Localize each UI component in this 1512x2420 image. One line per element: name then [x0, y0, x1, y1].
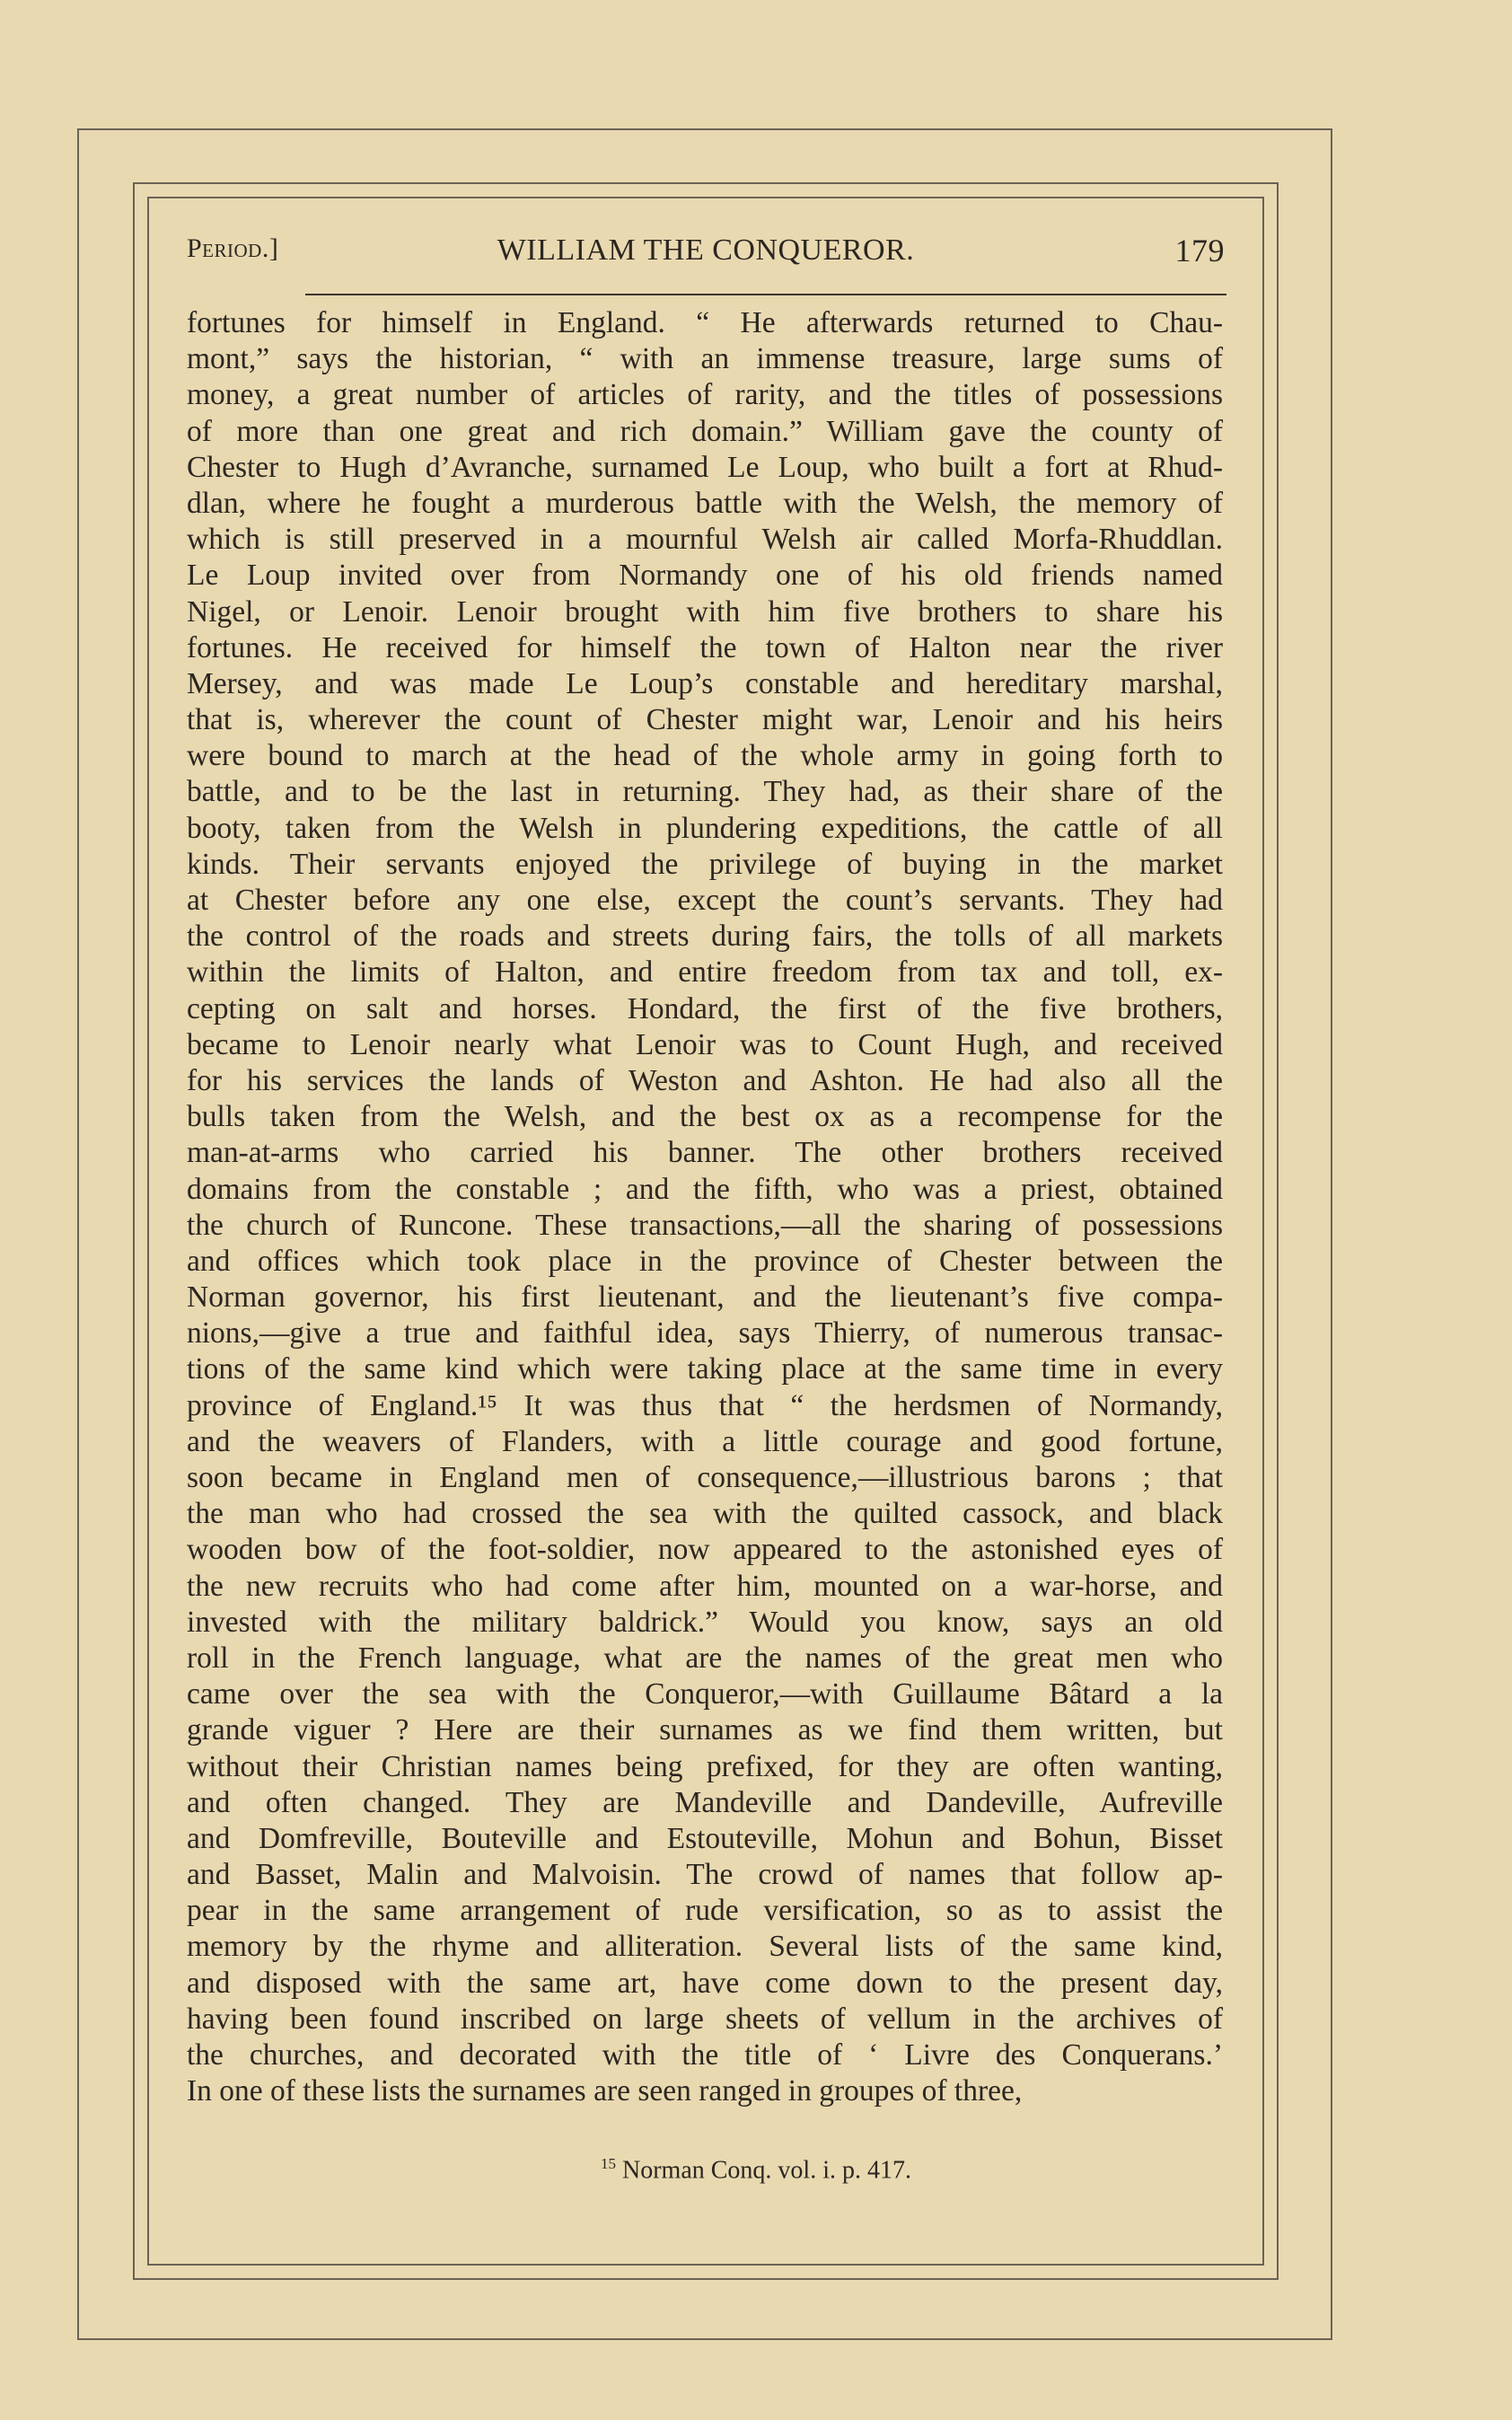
running-header — [187, 226, 1225, 282]
text-line: the man who had crossed the sea with the quilted cassock, and black — [187, 1497, 1223, 1531]
text-line: and the weavers of Flanders, with a little courage and good fortune, — [187, 1424, 1223, 1458]
text-line: and disposed with the same art, have come down to the present day, — [187, 1966, 1223, 2000]
text-line: fortunes. He received for himself the town of Halton near the river — [187, 630, 1223, 664]
text-line: Le Loup invited over from Normandy one of his old friends named — [187, 559, 1223, 593]
header-section-label: Period.] — [187, 233, 279, 263]
text-line: money, a great number of articles of rarity, and the titles of possessions — [187, 378, 1223, 412]
text-line: roll in the French language, what are the names of the great men who — [187, 1641, 1223, 1675]
text-line: and often changed. They are Mandeville and Dandeville, Aufreville — [187, 1785, 1223, 1819]
text-line: the control of the roads and streets during fairs, the tolls of all markets — [187, 920, 1223, 954]
page-header-area — [187, 226, 1225, 282]
text-line: which is still preserved in a mournful Welsh air called Morfa-Rhuddlan. — [187, 523, 1223, 557]
text-line: that is, wherever the count of Chester might war, Lenoir and his heirs — [187, 703, 1223, 737]
text-line: pear in the same arrangement of rude versification, so as to assist the — [187, 1894, 1223, 1928]
text-line: became to Lenoir nearly what Lenoir was to Count Hugh, and received — [187, 1027, 1223, 1061]
text-line: for his services the lands of Weston and Ashton. He had also all the — [187, 1063, 1223, 1097]
text-line: were bound to march at the head of the whole army in going forth to — [187, 739, 1223, 773]
text-line: battle, and to be the last in returning. They had, as their share of the — [187, 775, 1223, 809]
body-text — [187, 305, 1223, 2109]
text-line: without their Christian names being prefixed, for they are often wanting, — [187, 1749, 1223, 1783]
text-line: memory by the rhyme and alliteration. Several lists of the same kind, — [187, 1930, 1223, 1964]
text-line: having been found inscribed on large sheets of vellum in the archives of — [187, 2002, 1223, 2036]
text-line: dlan, where he fought a murderous battle with the Welsh, the memory of — [187, 486, 1223, 520]
text-line: came over the sea with the Conqueror,—with Guillaume Bâtard a la — [187, 1677, 1223, 1712]
text-line: the church of Runcone. These transactions,—all the sharing of possessions — [187, 1208, 1223, 1242]
text-line: at Chester before any one else, except the count’s servants. They had — [187, 884, 1223, 917]
text-line: and Domfreville, Bouteville and Estouteville, Mohun and Bohun, Bisset — [187, 1821, 1223, 1855]
text-line: grande viguer ? Here are their surnames as we find them written, but — [187, 1713, 1223, 1747]
text-line: Mersey, and was made Le Loup’s constable and hereditary marshal, — [187, 666, 1223, 700]
footnote-text: Norman Conq. vol. i. p. 417. — [622, 2156, 911, 2185]
text-line: soon became in England men of consequence,—illustrious barons ; that — [187, 1461, 1223, 1494]
text-line: man-at-arms who carried his banner. The other brothers received — [187, 1136, 1223, 1170]
text-line: domains from the constable ; and the fifth, who was a priest, obtained — [187, 1172, 1223, 1206]
text-line: In one of these lists the surnames are seen ranged in groupes of three, — [187, 2074, 1023, 2108]
footnote — [0, 2155, 1512, 2185]
text-line: the new recruits who had come after him, mounted on a war-horse, and — [187, 1569, 1223, 1603]
text-line: Chester to Hugh d’Avranche, surnamed Le Loup, who built a fort at Rhud- — [187, 450, 1223, 484]
text-line: within the limits of Halton, and entire freedom from tax and toll, ex- — [187, 955, 1223, 990]
text-line: the churches, and decorated with the title of ‘ Livre des Conquerans.’ — [187, 2038, 1223, 2072]
text-line: and offices which took place in the province of Chester between the — [187, 1244, 1223, 1278]
text-line: bulls taken from the Welsh, and the best ox as a recompense for the — [187, 1100, 1223, 1134]
header-title: WILLIAM THE CONQUEROR. — [497, 233, 915, 267]
text-line: Norman governor, his first lieutenant, and the lieutenant’s five compa- — [187, 1280, 1223, 1315]
header-rule — [305, 294, 1226, 295]
text-line: fortunes for himself in England. “ He afterwards returned to Chau- — [187, 306, 1223, 339]
text-line: booty, taken from the Welsh in plundering expeditions, the cattle of all — [187, 811, 1223, 845]
text-line: of more than one great and rich domain.” William gave the county of — [187, 414, 1223, 448]
text-line: cepting on salt and horses. Hondard, the first of the five brothers, — [187, 991, 1223, 1025]
text-line: kinds. Their servants enjoyed the privilege of buying in the market — [187, 847, 1223, 881]
text-line: and Basset, Malin and Malvoisin. The crowd of names that follow ap- — [187, 1858, 1223, 1892]
footnote-marker: 15 — [601, 2155, 616, 2172]
text-line: province of England.¹⁵ It was thus that “ the herdsmen of Normandy, — [187, 1388, 1223, 1422]
text-line: tions of the same kind which were taking place at the same time in every — [187, 1352, 1223, 1386]
text-line: wooden bow of the foot-soldier, now appeared to the astonished eyes of — [187, 1533, 1223, 1567]
text-line: invested with the military baldrick.” Would you know, says an old — [187, 1605, 1223, 1639]
text-line: mont,” says the historian, “ with an immense treasure, large sums of — [187, 342, 1223, 376]
text-line: Nigel, or Lenoir. Lenoir brought with him five brothers to share his — [187, 594, 1223, 629]
text-line: nions,—give a true and faithful idea, says Thierry, of numerous transac- — [187, 1316, 1223, 1351]
page-number: 179 — [1174, 233, 1225, 268]
